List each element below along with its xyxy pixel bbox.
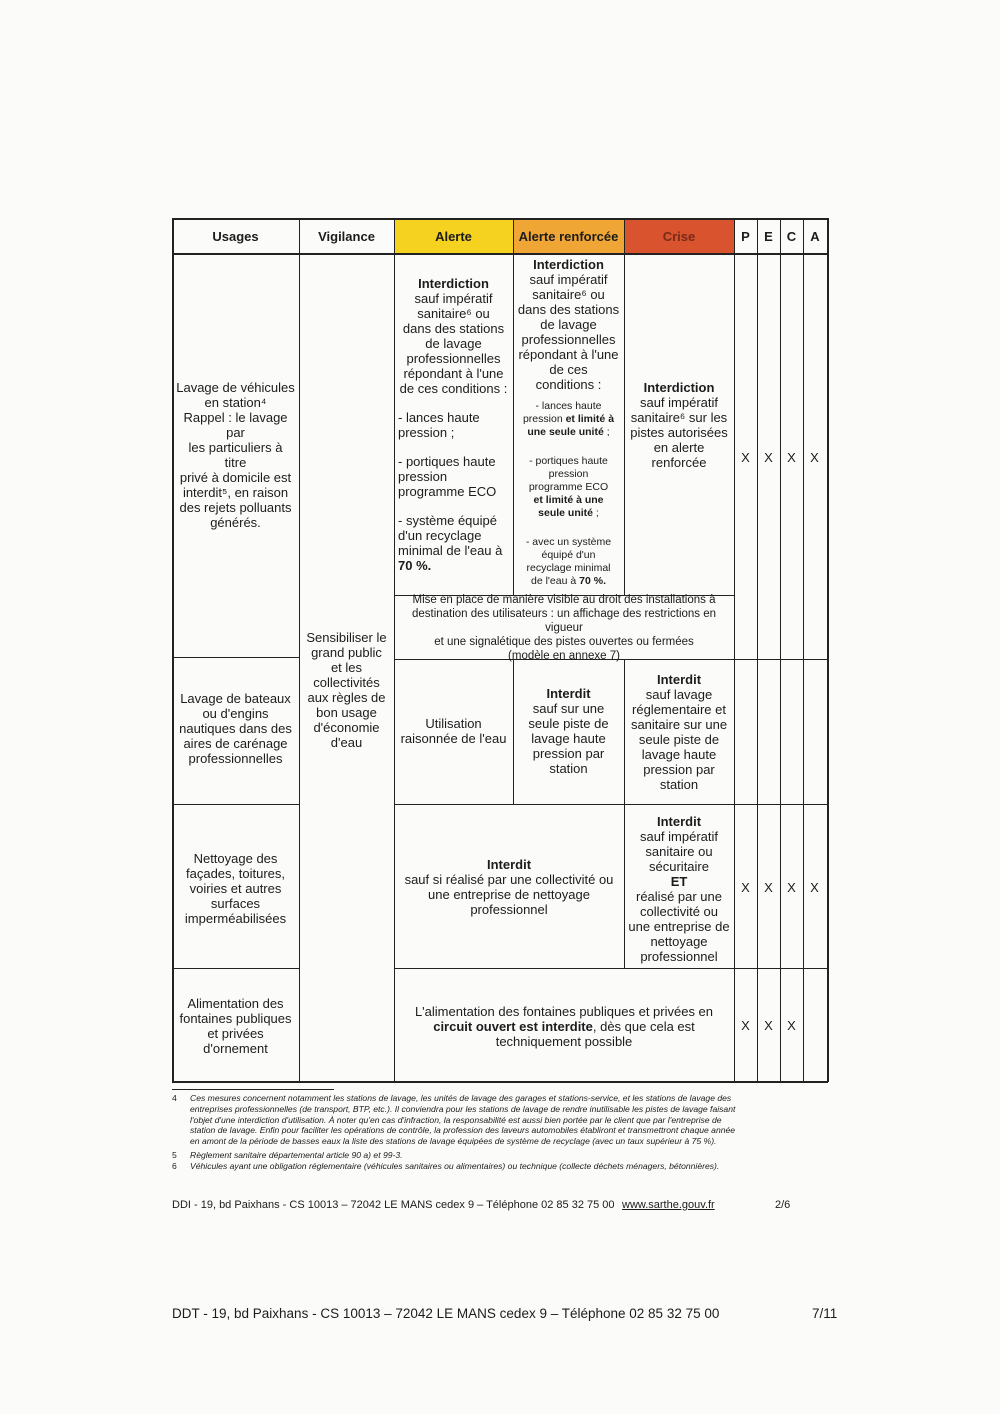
header-a: A — [810, 228, 820, 244]
header-usages: Usages — [212, 228, 259, 244]
row3-crise: Interdit sauf impératif sanitaire ou sécuritaire ET réalisé par une collectivité ou une entreprise de nettoyage professionnel — [628, 814, 730, 964]
row1-mark-a: X — [810, 450, 819, 465]
row3-mark-p: X — [741, 880, 750, 895]
row1-crise: Interdiction sauf impératif sanitaire⁶ sur les pistes autorisées en alerte renforcée — [630, 380, 728, 470]
row4-fontaines: L'alimentation des fontaines publiques et privées en circuit ouvert est interdite, dès que cela est techniquement possible — [414, 1003, 714, 1049]
footnote-4: Ces mesures concernent notamment les stations de lavage, les unités de lavage des garages et stations-service, et les stations de lavage des entreprises professionnelles (de transport, BTP, etc.). Il conviendra pour les stations de lavage de rendre inutilisable les pistes de lavage faisant l'objet d'une interdiction d'utilisation. À noter qu'en cas d'infraction, la responsabilité est aussi bien portée par le client que par l'entreprise de station de lavage. Enfin pour faciliter les opérations de contrôle, la profession des laveurs automobiles établiront et transmettront chaque année en amont de la période de basses eaux la liste des stations de lavage équipées de système de recyclage (avec un taux supérieur à 75 %). — [190, 1093, 736, 1147]
header-vigilance: Vigilance — [318, 228, 375, 244]
header-e: E — [764, 228, 773, 244]
inner-footer-link[interactable]: www.sarthe.gouv.fr — [622, 1199, 715, 1211]
footnote-4-number: 4 — [172, 1093, 177, 1103]
footnote-5: Règlement sanitaire départemental article 90 a) et 99-3. — [190, 1150, 403, 1160]
row3-alerte-renforcee: Interdit sauf si réalisé par une collectivité ou une entreprise de nettoyage professionnel — [404, 857, 614, 917]
vigilance-text: Sensibiliser le grand public et les collectivités aux règles de bon usage d'économie d'eau — [306, 630, 387, 750]
header-c: C — [786, 228, 797, 244]
row1-mark-e: X — [764, 450, 773, 465]
inner-footer-address: DDI - 19, bd Paixhans - CS 10013 – 72042 LE MANS cedex 9 – Téléphone 02 85 32 75 00 — [172, 1199, 615, 1211]
row3-mark-a: X — [810, 880, 819, 895]
row4-usage: Alimentation des fontaines publiques et privées d'ornement — [179, 996, 292, 1056]
footnote-5-number: 5 — [172, 1150, 177, 1160]
row1-alerte: Interdiction sauf impératif sanitaire⁶ ou dans des stations de lavage professionnelles répondant à l'une de ces conditions : - lances haute pression ; - portiques haute pression programme ECO - système équipé d'un recyclage minimal de l'eau à 70 %. — [398, 276, 508, 573]
row2-alerte: Utilisation raisonnée de l'eau — [400, 716, 507, 746]
affichage-note: Mise en place de manière visible au droit des installations à destination des utilisateurs : un affichage des restrictions en vigueur et une signalétique des pistes ouvertes ou fermées (modèle en annexe 7) — [411, 594, 717, 662]
row1-usage: Lavage de véhicules en station⁴ Rappel : le lavage par les particuliers à titre privé à domicile est interdit⁵, en raison des rejets polluants générés. — [176, 380, 295, 530]
row1-mark-c: X — [787, 450, 796, 465]
row2-crise: Interdit sauf lavage réglementaire et sanitaire sur une seule piste de lavage haute pression par station — [630, 672, 728, 792]
row3-mark-e: X — [764, 880, 773, 895]
row4-mark-e: X — [764, 1018, 773, 1033]
row1-alerte-renforcee: Interdiction sauf impératif sanitaire⁶ ou dans des stations de lavage professionnelles répondant à l'une de ces conditions : - lances haute pression et limité à une seule unité ; - portiques haute pression programme ECO et limité à une seule unité ; - avec un système équipé d'un recyclage minimal de l'eau à 70 %. — [517, 257, 620, 587]
header-alerte: Alerte — [435, 228, 472, 244]
inner-footer-page: 2/6 — [775, 1199, 791, 1211]
row2-alerte-renforcee: Interdit sauf sur une seule piste de lavage haute pression par station — [528, 686, 609, 776]
page-footer-address: DDT - 19, bd Paixhans - CS 10013 – 72042 LE MANS cedex 9 – Téléphone 02 85 32 75 00 — [172, 1306, 720, 1321]
row3-mark-c: X — [787, 880, 796, 895]
page-footer-page-number: 7/11 — [812, 1306, 838, 1321]
footnote-6-number: 6 — [172, 1161, 177, 1171]
row4-mark-c: X — [787, 1018, 796, 1033]
footnote-separator — [172, 1089, 334, 1090]
header-alerte-renforcee: Alerte renforcée — [518, 228, 619, 244]
row4-mark-p: X — [741, 1018, 750, 1033]
row2-usage: Lavage de bateaux ou d'engins nautiques dans des aires de carénage professionnelles — [179, 690, 292, 766]
header-p: P — [741, 228, 750, 244]
row3-usage: Nettoyage des façades, toitures, voiries et autres surfaces imperméabilisées — [184, 850, 287, 926]
row1-mark-p: X — [741, 450, 750, 465]
header-crise: Crise — [662, 228, 696, 244]
footnote-6: Véhicules ayant une obligation réglementaire (véhicules sanitaires ou alimentaires) ou technique (collecte déchets ménagers, bétonnières). — [190, 1161, 720, 1171]
